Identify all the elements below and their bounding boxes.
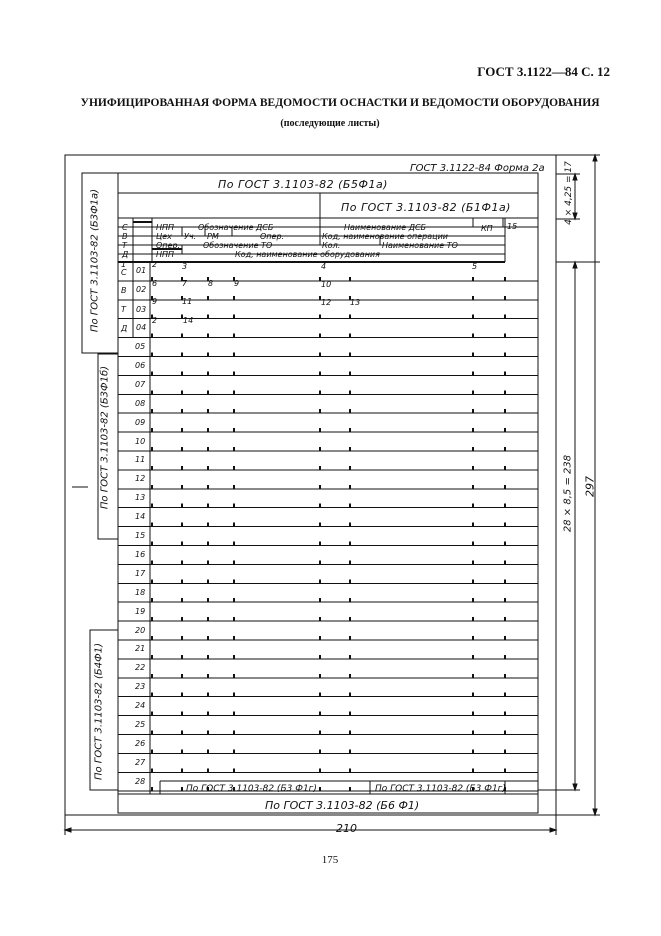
- row-number: 05: [135, 342, 146, 351]
- row-number: 06: [135, 360, 146, 370]
- col-num-3: 3: [182, 262, 188, 271]
- hdr-row-t-b: Обозначение ТО: [203, 241, 273, 250]
- lead-row-2-num: 02: [136, 285, 147, 294]
- lead-row-3-letter: Т: [121, 305, 126, 314]
- row-number: 25: [135, 720, 146, 729]
- lead-row-4-letter: Д: [121, 324, 128, 333]
- dim-rows-height: 28 × 8,5 = 238: [562, 454, 574, 533]
- col-num-7: 7: [182, 279, 188, 288]
- hdr-row-d-letter: Д: [122, 250, 129, 259]
- hdr-row-t-d: Наименование ТО: [382, 241, 458, 250]
- col-num-4: 4: [321, 262, 327, 271]
- hdr-row-d-a: НПП: [156, 250, 175, 259]
- dim-width: 210: [336, 822, 357, 835]
- hdr-row-c-a: НПП: [156, 223, 175, 232]
- page-header: ГОСТ 3.1122—84 С. 12: [477, 64, 610, 79]
- row-number: 19: [135, 606, 146, 616]
- dim-height: 297: [583, 476, 597, 497]
- top-stamp-2: По ГОСТ 3.1103-82 (Б1Ф1а): [341, 201, 511, 214]
- top-stamp-1: По ГОСТ 3.1103-82 (Б5Ф1а): [218, 178, 388, 191]
- col-num-5: 5: [472, 262, 478, 271]
- row-number: 10: [135, 436, 146, 446]
- lead-row-3-num: 03: [136, 305, 147, 314]
- hdr-row-c-c: Наименование ДСБ: [344, 223, 427, 232]
- col-num-13: 13: [350, 298, 361, 307]
- bottom-stamp-3: По ГОСТ 3.1103-82 (Б6 Ф1): [265, 799, 420, 812]
- row-number: 14: [135, 512, 146, 522]
- row-number: 17: [135, 568, 146, 578]
- hdr-row-t-c: Кол.: [322, 241, 341, 250]
- col-num-9: 9: [234, 279, 240, 288]
- col-15-label: 15: [507, 222, 518, 231]
- hdr-row-d-b: Код, наименование оборудования: [235, 250, 380, 259]
- row-number: 28: [135, 776, 146, 786]
- row-number: 23: [135, 682, 146, 692]
- row-number: 08: [135, 398, 146, 408]
- bottom-stamp-2: По ГОСТ 3.1103-82 (Б3 Ф1г): [375, 784, 506, 794]
- hdr-row-b-a2: Уч.: [184, 232, 197, 241]
- side-stamp-3: По ГОСТ 3.1103-82 (Б4Ф1): [93, 642, 105, 781]
- row-number: 12: [135, 474, 146, 484]
- hdr-row-b-c: Код, наименование операции: [322, 232, 448, 241]
- row-number: 13: [135, 493, 146, 503]
- hdr-row-t-a: Опер.: [156, 241, 181, 250]
- col-num-11: 11: [182, 297, 193, 306]
- row-number: 18: [135, 587, 146, 597]
- kp-label: КП: [481, 224, 493, 233]
- row-number: 22: [135, 663, 146, 673]
- lead-row-2-letter: В: [121, 286, 127, 295]
- document-title: УНИФИЦИРОВАННАЯ ФОРМА ВЕДОМОСТИ ОСНАСТКИ И ВЕДОМОСТИ ОБОРУДОВАНИЯ: [80, 97, 600, 109]
- col-num-2: 2: [152, 260, 158, 269]
- hdr-row-c-b: Обозначение ДСБ: [198, 223, 274, 232]
- lead-row-4-num: 04: [136, 323, 147, 332]
- row-number: 07: [135, 379, 146, 389]
- lead-row-1-letter: С: [121, 268, 127, 277]
- col-num-14: 14: [183, 316, 194, 325]
- row-number: 27: [135, 757, 146, 767]
- hdr-row-c-letter: С: [122, 223, 128, 232]
- hdr-row-b-a3: РМ: [207, 232, 219, 241]
- hdr-row-b-b: Опер.: [260, 232, 285, 241]
- row-number: 24: [135, 701, 146, 711]
- col-num-8: 8: [208, 279, 214, 288]
- lead-row-1-num: 01: [136, 266, 147, 275]
- row-number: 21: [135, 644, 146, 654]
- hdr-row-b-letter: В: [122, 232, 128, 241]
- page-number: 175: [321, 854, 339, 866]
- col-num-10: 10: [321, 280, 332, 289]
- side-stamp-2: По ГОСТ 3.1103-82 (Б3Ф1б): [99, 365, 111, 510]
- row-number: 09: [135, 417, 146, 427]
- col-num-6: 6: [152, 279, 158, 288]
- row-number: 16: [135, 549, 146, 559]
- row-number: 11: [135, 455, 146, 465]
- side-stamp-1: По ГОСТ 3.1103-82 (Б3Ф1а): [89, 188, 101, 333]
- form-corner-label: ГОСТ 3.1122-84 Форма 2а: [410, 163, 545, 174]
- row-number: 20: [135, 625, 146, 635]
- hdr-row-t-letter: Т: [122, 241, 127, 250]
- col-num-1: 1: [121, 260, 127, 269]
- document-subtitle: (последующие листы): [280, 118, 380, 129]
- row-number: 26: [135, 738, 146, 748]
- col-num-12: 12: [321, 298, 332, 307]
- col-num-9b: 9: [152, 297, 158, 306]
- dim-header-height: 4 × 4,25 = 17: [564, 161, 574, 225]
- hdr-row-b-a: Цех: [156, 232, 172, 241]
- row-number: 15: [135, 531, 146, 540]
- col-num-2b: 2: [152, 316, 158, 325]
- bottom-stamp-1: По ГОСТ 3.1103-82 (Б3 Ф1г): [186, 784, 317, 794]
